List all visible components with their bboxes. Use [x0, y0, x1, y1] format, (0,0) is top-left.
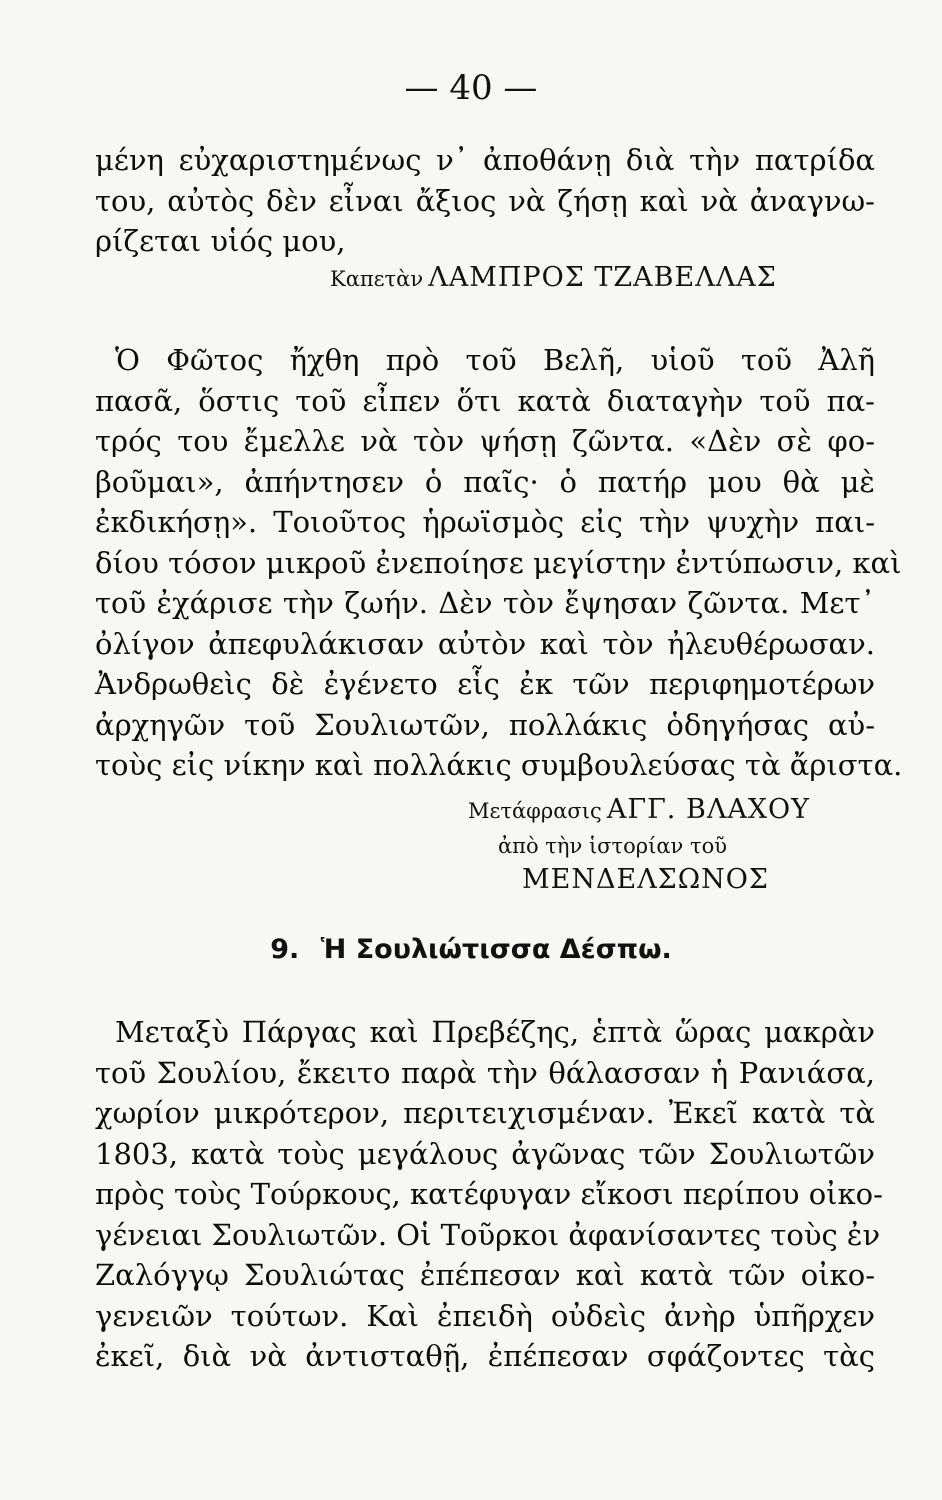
text-line: Ὁ Φῶτος ἤχθη πρὸ τοῦ Βελῆ, υἱοῦ τοῦ Ἀλῆ [115, 343, 875, 377]
text-line: τρός του ἔμελλε νὰ τὸν ψήσῃ ζῶντα. «Δὲν σὲ φο- [95, 424, 875, 458]
translation-source-author: ΜΕΝΔΕΛΣΩΝΟΣ [522, 864, 770, 895]
section-number: 9. [270, 934, 300, 965]
text-line: μένη εὐχαριστημένως ν᾿ ἀποθάνῃ διὰ τὴν πατρίδα [95, 143, 875, 177]
text-line: χωρίον μικρότερον, περιτειχισμέναν. Ἐκεῖ κατὰ τὰ [95, 1096, 875, 1130]
text-line: ὀλίγον ἀπεφυλάκισαν αὐτὸν καὶ τὸν ἠλευθέρωσαν. [95, 626, 875, 661]
text-line: ἐκδικήσῃ». Τοιοῦτος ἡρωϊσμὸς εἰς τὴν ψυχὴν παι- [95, 505, 875, 539]
text-line: τοῦ ἐχάρισε τὴν ζωήν. Δὲν τὸν ἔψησαν ζῶντα. Μετ᾿ [95, 586, 875, 620]
section-heading [0, 934, 942, 965]
text-line: Ζαλόγγῳ Σουλιώτας ἐπέπεσαν καὶ κατὰ τῶν οἰκο- [95, 1258, 875, 1292]
text-line: τοῦ Σουλίου, ἔκειτο παρὰ τὴν θάλασσαν ἡ Ρανιάσα, [95, 1055, 875, 1090]
page-number: — 40 — [404, 68, 538, 108]
signature-prefix: Καπετὰν [330, 267, 424, 291]
text-line: τοὺς εἰς νίκην καὶ πολλάκις συμβουλεύσας τὰ ἄριστα. [95, 748, 903, 782]
paragraph-3 [95, 1012, 883, 1377]
text-line: Ἀνδρωθεὶς δὲ ἐγένετο εἷς ἐκ τῶν περιφημοτέρων [95, 667, 875, 701]
text-line: βοῦμαι», ἀπήντησεν ὁ παῖς· ὁ πατήρ μου θὰ μὲ [95, 464, 875, 499]
text-line: γενειῶν τούτων. Καὶ ἐπειδὴ οὐδεὶς ἀνὴρ ὑπῆρχεν [95, 1298, 875, 1333]
signature-lambros-tzavellas [330, 262, 777, 293]
paragraph-1 [95, 140, 875, 262]
text-line: ρίζεται υἱός μου, [95, 224, 346, 258]
paragraph-2 [95, 340, 903, 786]
text-line: πρὸς τοὺς Τούρκους, κατέφυγαν εἴκοσι περίπου οἰκο- [95, 1177, 883, 1211]
section-title: Ἡ Σουλιώτισσα Δέσπω. [320, 934, 672, 965]
translator-name: ΑΓΓ. ΒΛΑΧΟΥ [606, 794, 810, 825]
translation-credit [468, 794, 810, 825]
translation-source-line: ἀπὸ τὴν ἱστορίαν τοῦ [498, 834, 728, 858]
text-line: πασᾶ, ὅστις τοῦ εἶπεν ὅτι κατὰ διαταγὴν τοῦ πα- [95, 383, 875, 418]
signature-name: ΛΑΜΠΡΟΣ ΤΖΑΒΕΛΛΑΣ [428, 262, 777, 293]
translation-label: Μετάφρασις [468, 799, 602, 823]
text-line: γένειαι Σουλιωτῶν. Οἱ Τοῦρκοι ἀφανίσαντες τοὺς ἐν [95, 1217, 881, 1252]
text-line: ἐκεῖ, διὰ νὰ ἀντισταθῇ, ἐπέπεσαν σφάζοντες τὰς [95, 1339, 875, 1373]
text-line: Μεταξὺ Πάργας καὶ Πρεβέζης, ἑπτὰ ὥρας μακρὰν [115, 1015, 875, 1049]
text-line: του, αὐτὸς δὲν εἶναι ἄξιος νὰ ζήσῃ καὶ νὰ ἀναγνω- [95, 183, 875, 218]
text-line: 1803, κατὰ τοὺς μεγάλους ἀγῶνας τῶν Σουλιωτῶν [95, 1136, 875, 1171]
text-line: ἀρχηγῶν τοῦ Σουλιωτῶν, πολλάκις ὁδηγήσας αὐ- [95, 707, 875, 742]
text-line: δίου τόσον μικροῦ ἐνεποίησε μεγίστην ἐντύπωσιν, καὶ [95, 545, 902, 580]
